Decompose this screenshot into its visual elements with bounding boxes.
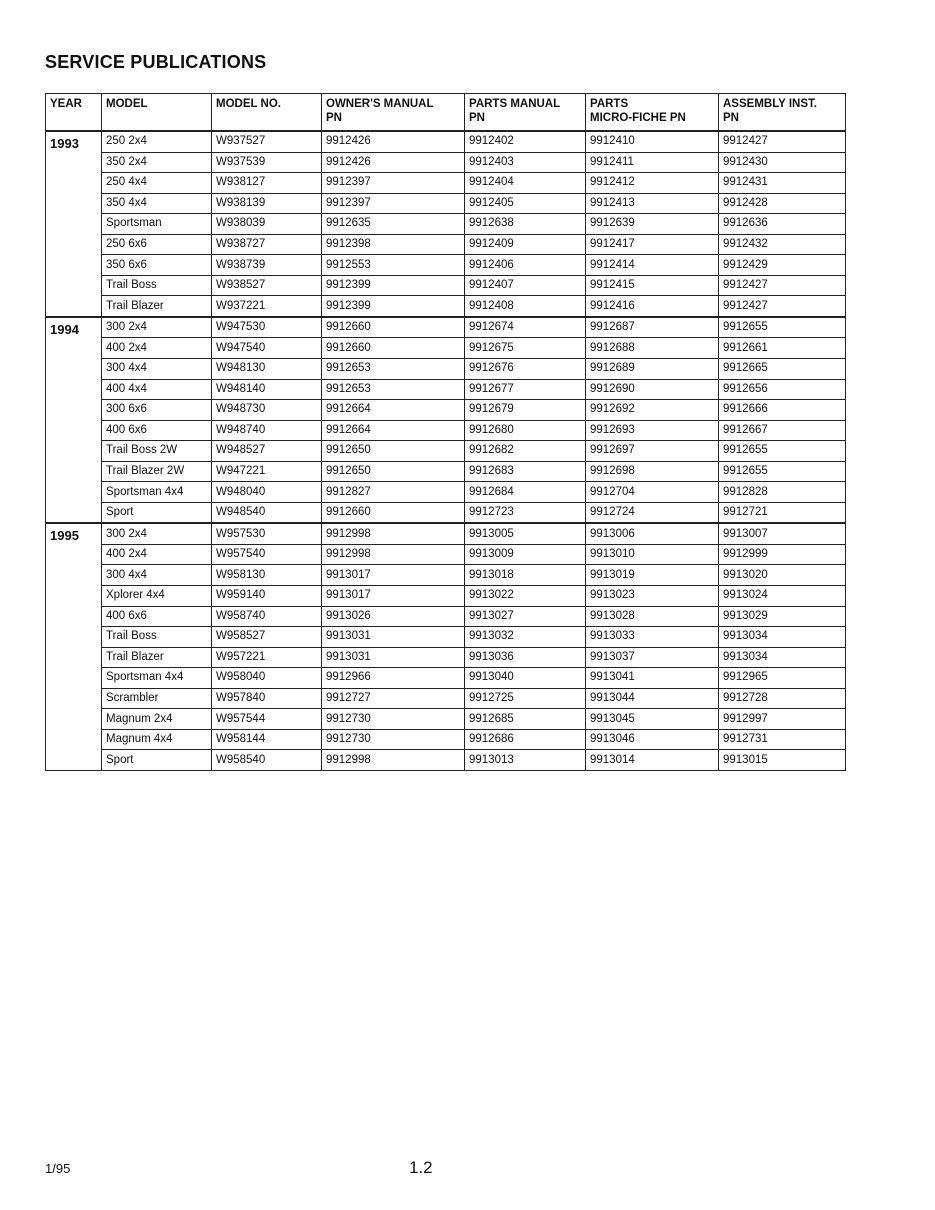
model-cell: Sportsman [102,214,212,235]
micro-fiche-pn-cell: 9912692 [586,400,719,421]
model-no-cell: W937527 [212,131,322,152]
table-row [46,173,846,194]
assembly-inst-pn-cell: 9912431 [719,173,846,194]
owners-manual-pn-cell: 9912398 [322,234,465,255]
micro-fiche-pn-cell: 9912412 [586,173,719,194]
table-row [46,502,846,523]
column-header-assembly-inst: ASSEMBLY INST. PN [719,94,846,132]
micro-fiche-pn-cell: 9913023 [586,586,719,607]
parts-manual-pn-cell: 9912402 [465,131,586,152]
model-cell: 250 6x6 [102,234,212,255]
model-no-cell: W958540 [212,750,322,771]
table-row [46,255,846,276]
assembly-inst-pn-cell: 9912661 [719,338,846,359]
owners-manual-pn-cell: 9912660 [322,502,465,523]
model-no-cell: W938727 [212,234,322,255]
model-cell: 400 6x6 [102,606,212,627]
table-row [46,523,846,544]
micro-fiche-pn-cell: 9913044 [586,688,719,709]
page-number: 1.2 [409,1158,433,1177]
column-header-year: YEAR [46,94,102,132]
parts-manual-pn-cell: 9912638 [465,214,586,235]
assembly-inst-pn-cell: 9912721 [719,502,846,523]
micro-fiche-pn-cell: 9913037 [586,647,719,668]
micro-fiche-pn-cell: 9913014 [586,750,719,771]
model-no-cell: W958144 [212,729,322,750]
table-row [46,461,846,482]
owners-manual-pn-cell: 9913026 [322,606,465,627]
assembly-inst-pn-cell: 9913007 [719,523,846,544]
micro-fiche-pn-cell: 9913010 [586,544,719,565]
model-cell: 350 2x4 [102,152,212,173]
assembly-inst-pn-cell: 9912432 [719,234,846,255]
parts-manual-pn-cell: 9913040 [465,668,586,689]
model-no-cell: W959140 [212,586,322,607]
model-cell: Trail Blazer [102,647,212,668]
assembly-inst-pn-cell: 9912828 [719,482,846,503]
table-row [46,668,846,689]
owners-manual-pn-cell: 9912664 [322,400,465,421]
model-cell: Sport [102,502,212,523]
micro-fiche-pn-cell: 9912689 [586,359,719,380]
owners-manual-pn-cell: 9912635 [322,214,465,235]
table-row [46,709,846,730]
column-header-parts-manual: PARTS MANUAL PN [465,94,586,132]
model-cell: 300 4x4 [102,565,212,586]
assembly-inst-pn-cell: 9913034 [719,647,846,668]
model-no-cell: W947221 [212,461,322,482]
model-no-cell: W958740 [212,606,322,627]
assembly-inst-pn-cell: 9912427 [719,296,846,317]
assembly-inst-pn-cell: 9912429 [719,255,846,276]
model-cell: Scrambler [102,688,212,709]
parts-manual-pn-cell: 9913027 [465,606,586,627]
assembly-inst-pn-cell: 9912666 [719,400,846,421]
parts-manual-pn-cell: 9913013 [465,750,586,771]
model-cell: 400 2x4 [102,544,212,565]
model-no-cell: W958527 [212,627,322,648]
owners-manual-pn-cell: 9912426 [322,131,465,152]
table-row [46,359,846,380]
micro-fiche-pn-cell: 9912414 [586,255,719,276]
parts-manual-pn-cell: 9912675 [465,338,586,359]
micro-fiche-pn-cell: 9912413 [586,193,719,214]
owners-manual-pn-cell: 9912660 [322,338,465,359]
parts-manual-pn-cell: 9913009 [465,544,586,565]
table-row [46,606,846,627]
owners-manual-pn-cell: 9912397 [322,193,465,214]
model-cell: 300 2x4 [102,523,212,544]
table-header [46,94,846,132]
owners-manual-pn-cell: 9912426 [322,152,465,173]
model-no-cell: W957840 [212,688,322,709]
owners-manual-pn-cell: 9912399 [322,296,465,317]
model-no-cell: W938139 [212,193,322,214]
table-row [46,379,846,400]
parts-manual-pn-cell: 9912680 [465,420,586,441]
owners-manual-pn-cell: 9912998 [322,750,465,771]
assembly-inst-pn-cell: 9912728 [719,688,846,709]
micro-fiche-pn-cell: 9912410 [586,131,719,152]
model-no-cell: W947530 [212,317,322,338]
owners-manual-pn-cell: 9912650 [322,461,465,482]
assembly-inst-pn-cell: 9913034 [719,627,846,648]
owners-manual-pn-cell: 9912730 [322,729,465,750]
assembly-inst-pn-cell: 9912427 [719,275,846,296]
parts-manual-pn-cell: 9912686 [465,729,586,750]
assembly-inst-pn-cell: 9912636 [719,214,846,235]
table-row [46,338,846,359]
model-no-cell: W938739 [212,255,322,276]
model-cell: Trail Blazer 2W [102,461,212,482]
owners-manual-pn-cell: 9912660 [322,317,465,338]
table-row [46,420,846,441]
model-no-cell: W948140 [212,379,322,400]
parts-manual-pn-cell: 9912677 [465,379,586,400]
table-row [46,565,846,586]
column-header-owners-manual: OWNER'S MANUAL PN [322,94,465,132]
header-row [46,94,846,132]
year-cell: 1994 [46,317,102,523]
parts-manual-pn-cell: 9913018 [465,565,586,586]
owners-manual-pn-cell: 9913031 [322,627,465,648]
model-no-cell: W958130 [212,565,322,586]
table-row [46,586,846,607]
micro-fiche-pn-cell: 9913041 [586,668,719,689]
micro-fiche-pn-cell: 9913046 [586,729,719,750]
assembly-inst-pn-cell: 9912656 [719,379,846,400]
table-row [46,729,846,750]
table-row [46,647,846,668]
parts-manual-pn-cell: 9912685 [465,709,586,730]
micro-fiche-pn-cell: 9912639 [586,214,719,235]
table-row [46,544,846,565]
table-body [46,131,846,770]
assembly-inst-pn-cell: 9912428 [719,193,846,214]
model-no-cell: W948740 [212,420,322,441]
parts-manual-pn-cell: 9913036 [465,647,586,668]
table-row [46,750,846,771]
column-header-micro-fiche: PARTS MICRO-FICHE PN [586,94,719,132]
model-cell: 300 2x4 [102,317,212,338]
model-cell: Trail Blazer [102,296,212,317]
model-cell: 300 4x4 [102,359,212,380]
table-row [46,317,846,338]
model-cell: 350 4x4 [102,193,212,214]
model-no-cell: W957544 [212,709,322,730]
table-row [46,152,846,173]
model-cell: Trail Boss 2W [102,441,212,462]
service-publications-table [45,93,846,771]
table-row [46,688,846,709]
table-row [46,275,846,296]
micro-fiche-pn-cell: 9912704 [586,482,719,503]
model-no-cell: W938127 [212,173,322,194]
micro-fiche-pn-cell: 9912688 [586,338,719,359]
model-no-cell: W948527 [212,441,322,462]
parts-manual-pn-cell: 9912725 [465,688,586,709]
assembly-inst-pn-cell: 9913020 [719,565,846,586]
parts-manual-pn-cell: 9912406 [465,255,586,276]
owners-manual-pn-cell: 9912399 [322,275,465,296]
table-row [46,482,846,503]
parts-manual-pn-cell: 9913005 [465,523,586,544]
micro-fiche-pn-cell: 9912724 [586,502,719,523]
parts-manual-pn-cell: 9912409 [465,234,586,255]
parts-manual-pn-cell: 9913022 [465,586,586,607]
model-cell: 300 6x6 [102,400,212,421]
model-no-cell: W938039 [212,214,322,235]
parts-manual-pn-cell: 9912679 [465,400,586,421]
owners-manual-pn-cell: 9912966 [322,668,465,689]
model-no-cell: W957530 [212,523,322,544]
table-row [46,214,846,235]
micro-fiche-pn-cell: 9912690 [586,379,719,400]
owners-manual-pn-cell: 9912553 [322,255,465,276]
micro-fiche-pn-cell: 9912415 [586,275,719,296]
parts-manual-pn-cell: 9912408 [465,296,586,317]
column-header-model: MODEL [102,94,212,132]
model-no-cell: W948130 [212,359,322,380]
assembly-inst-pn-cell: 9912965 [719,668,846,689]
owners-manual-pn-cell: 9912998 [322,523,465,544]
model-no-cell: W947540 [212,338,322,359]
micro-fiche-pn-cell: 9912417 [586,234,719,255]
model-cell: Trail Boss [102,627,212,648]
assembly-inst-pn-cell: 9912427 [719,131,846,152]
parts-manual-pn-cell: 9912684 [465,482,586,503]
assembly-inst-pn-cell: 9912430 [719,152,846,173]
owners-manual-pn-cell: 9912827 [322,482,465,503]
model-no-cell: W948040 [212,482,322,503]
micro-fiche-pn-cell: 9912698 [586,461,719,482]
owners-manual-pn-cell: 9913031 [322,647,465,668]
parts-manual-pn-cell: 9912404 [465,173,586,194]
model-cell: Magnum 2x4 [102,709,212,730]
micro-fiche-pn-cell: 9912697 [586,441,719,462]
owners-manual-pn-cell: 9912664 [322,420,465,441]
assembly-inst-pn-cell: 9912667 [719,420,846,441]
model-cell: Sport [102,750,212,771]
micro-fiche-pn-cell: 9912416 [586,296,719,317]
year-cell: 1993 [46,131,102,317]
parts-manual-pn-cell: 9912683 [465,461,586,482]
model-cell: 400 6x6 [102,420,212,441]
owners-manual-pn-cell: 9912998 [322,544,465,565]
year-cell: 1995 [46,523,102,770]
owners-manual-pn-cell: 9913017 [322,586,465,607]
model-cell: 250 2x4 [102,131,212,152]
table-row [46,400,846,421]
micro-fiche-pn-cell: 9913019 [586,565,719,586]
assembly-inst-pn-cell: 9912655 [719,441,846,462]
micro-fiche-pn-cell: 9912687 [586,317,719,338]
assembly-inst-pn-cell: 9912655 [719,317,846,338]
assembly-inst-pn-cell: 9913024 [719,586,846,607]
model-cell: Sportsman 4x4 [102,482,212,503]
assembly-inst-pn-cell: 9912999 [719,544,846,565]
assembly-inst-pn-cell: 9913015 [719,750,846,771]
table-row [46,234,846,255]
owners-manual-pn-cell: 9912727 [322,688,465,709]
parts-manual-pn-cell: 9912405 [465,193,586,214]
assembly-inst-pn-cell: 9912731 [719,729,846,750]
micro-fiche-pn-cell: 9913033 [586,627,719,648]
parts-manual-pn-cell: 9912403 [465,152,586,173]
owners-manual-pn-cell: 9912397 [322,173,465,194]
parts-manual-pn-cell: 9913032 [465,627,586,648]
owners-manual-pn-cell: 9912730 [322,709,465,730]
owners-manual-pn-cell: 9912653 [322,359,465,380]
model-no-cell: W938527 [212,275,322,296]
assembly-inst-pn-cell: 9913029 [719,606,846,627]
column-header-model-no: MODEL NO. [212,94,322,132]
model-cell: 400 2x4 [102,338,212,359]
micro-fiche-pn-cell: 9913006 [586,523,719,544]
model-no-cell: W957221 [212,647,322,668]
model-cell: 350 6x6 [102,255,212,276]
micro-fiche-pn-cell: 9913045 [586,709,719,730]
model-no-cell: W948540 [212,502,322,523]
assembly-inst-pn-cell: 9912655 [719,461,846,482]
micro-fiche-pn-cell: 9913028 [586,606,719,627]
table-row [46,131,846,152]
model-no-cell: W958040 [212,668,322,689]
owners-manual-pn-cell: 9913017 [322,565,465,586]
assembly-inst-pn-cell: 9912997 [719,709,846,730]
model-cell: Magnum 4x4 [102,729,212,750]
table-row [46,193,846,214]
model-no-cell: W937539 [212,152,322,173]
micro-fiche-pn-cell: 9912693 [586,420,719,441]
table-row [46,441,846,462]
parts-manual-pn-cell: 9912723 [465,502,586,523]
model-no-cell: W937221 [212,296,322,317]
model-cell: 250 4x4 [102,173,212,194]
table-row [46,296,846,317]
micro-fiche-pn-cell: 9912411 [586,152,719,173]
owners-manual-pn-cell: 9912653 [322,379,465,400]
model-no-cell: W948730 [212,400,322,421]
assembly-inst-pn-cell: 9912665 [719,359,846,380]
model-cell: Trail Boss [102,275,212,296]
model-no-cell: W957540 [212,544,322,565]
model-cell: 400 4x4 [102,379,212,400]
model-cell: Xplorer 4x4 [102,586,212,607]
parts-manual-pn-cell: 9912682 [465,441,586,462]
table-row [46,627,846,648]
page-title: SERVICE PUBLICATIONS [45,52,267,72]
model-cell: Sportsman 4x4 [102,668,212,689]
parts-manual-pn-cell: 9912407 [465,275,586,296]
owners-manual-pn-cell: 9912650 [322,441,465,462]
parts-manual-pn-cell: 9912674 [465,317,586,338]
footer-date: 1/95 [45,1161,71,1176]
parts-manual-pn-cell: 9912676 [465,359,586,380]
